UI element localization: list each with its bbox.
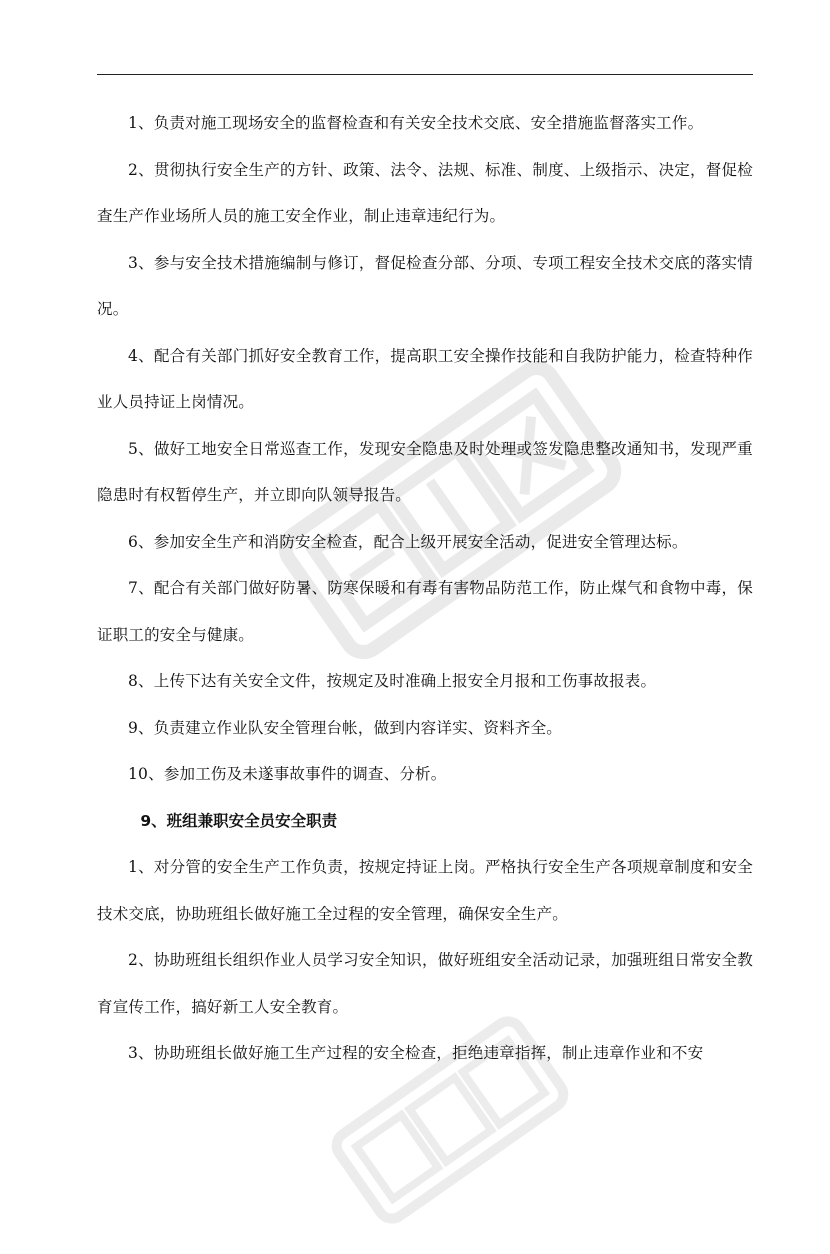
- paragraph: 6、参加安全生产和消防安全检查，配合上级开展安全活动，促进安全管理达标。: [128, 532, 688, 551]
- paragraph: 3、协助班组长做好施工生产过程的安全检查，拒绝违章指挥，制止违章作业和不安: [128, 1044, 704, 1062]
- document-body: [97, 100, 753, 1077]
- paragraph: 5、做好工地安全日常巡查工作，发现安全隐患及时处理或签发隐患整改通知书，发现严重隐患时有权暂停生产，并立即向队领导报告。: [97, 439, 753, 504]
- header-rule: [97, 74, 753, 75]
- section-heading: 9、班组兼职安全员安全职责: [140, 811, 338, 830]
- paragraph: 1、负责对施工现场安全的监督检查和有关安全技术交底、安全措施监督落实工作。: [128, 114, 704, 132]
- paragraph: 2、贯彻执行安全生产的方针、政策、法令、法规、标准、制度、上级指示、决定，督促检查生产作业场所人员的施工安全作业，制止违章违纪行为。: [97, 160, 753, 225]
- paragraph: 1、对分管的安全生产工作负责，按规定持证上岗。严格执行安全生产各项规章制度和安全技术交底，协助班组长做好施工全过程的安全管理，确保安全生产。: [97, 858, 753, 923]
- paragraph: 2、协助班组长组织作业人员学习安全知识，做好班组安全活动记录，加强班组日常安全教育宣传工作，搞好新工人安全教育。: [97, 951, 753, 1016]
- paragraph: 7、配合有关部门做好防暑、防寒保暖和有毒有害物品防范工作，防止煤气和食物中毒，保证职工的安全与健康。: [97, 579, 753, 644]
- paragraph: 10、参加工伤及未遂事故事件的调查、分析。: [128, 765, 447, 783]
- paragraph: 9、负责建立作业队安全管理台帐，做到内容详实、资料齐全。: [128, 718, 562, 737]
- paragraph: 4、配合有关部门抓好安全教育工作，提高职工安全操作技能和自我防护能力，检查特种作业人员持证上岗情况。: [97, 346, 753, 411]
- paragraph: 8、上传下达有关安全文件，按规定及时准确上报安全月报和工伤事故报表。: [128, 672, 657, 690]
- paragraph: 3、参与安全技术措施编制与修订，督促检查分部、分项、专项工程安全技术交底的落实情况。: [97, 253, 753, 318]
